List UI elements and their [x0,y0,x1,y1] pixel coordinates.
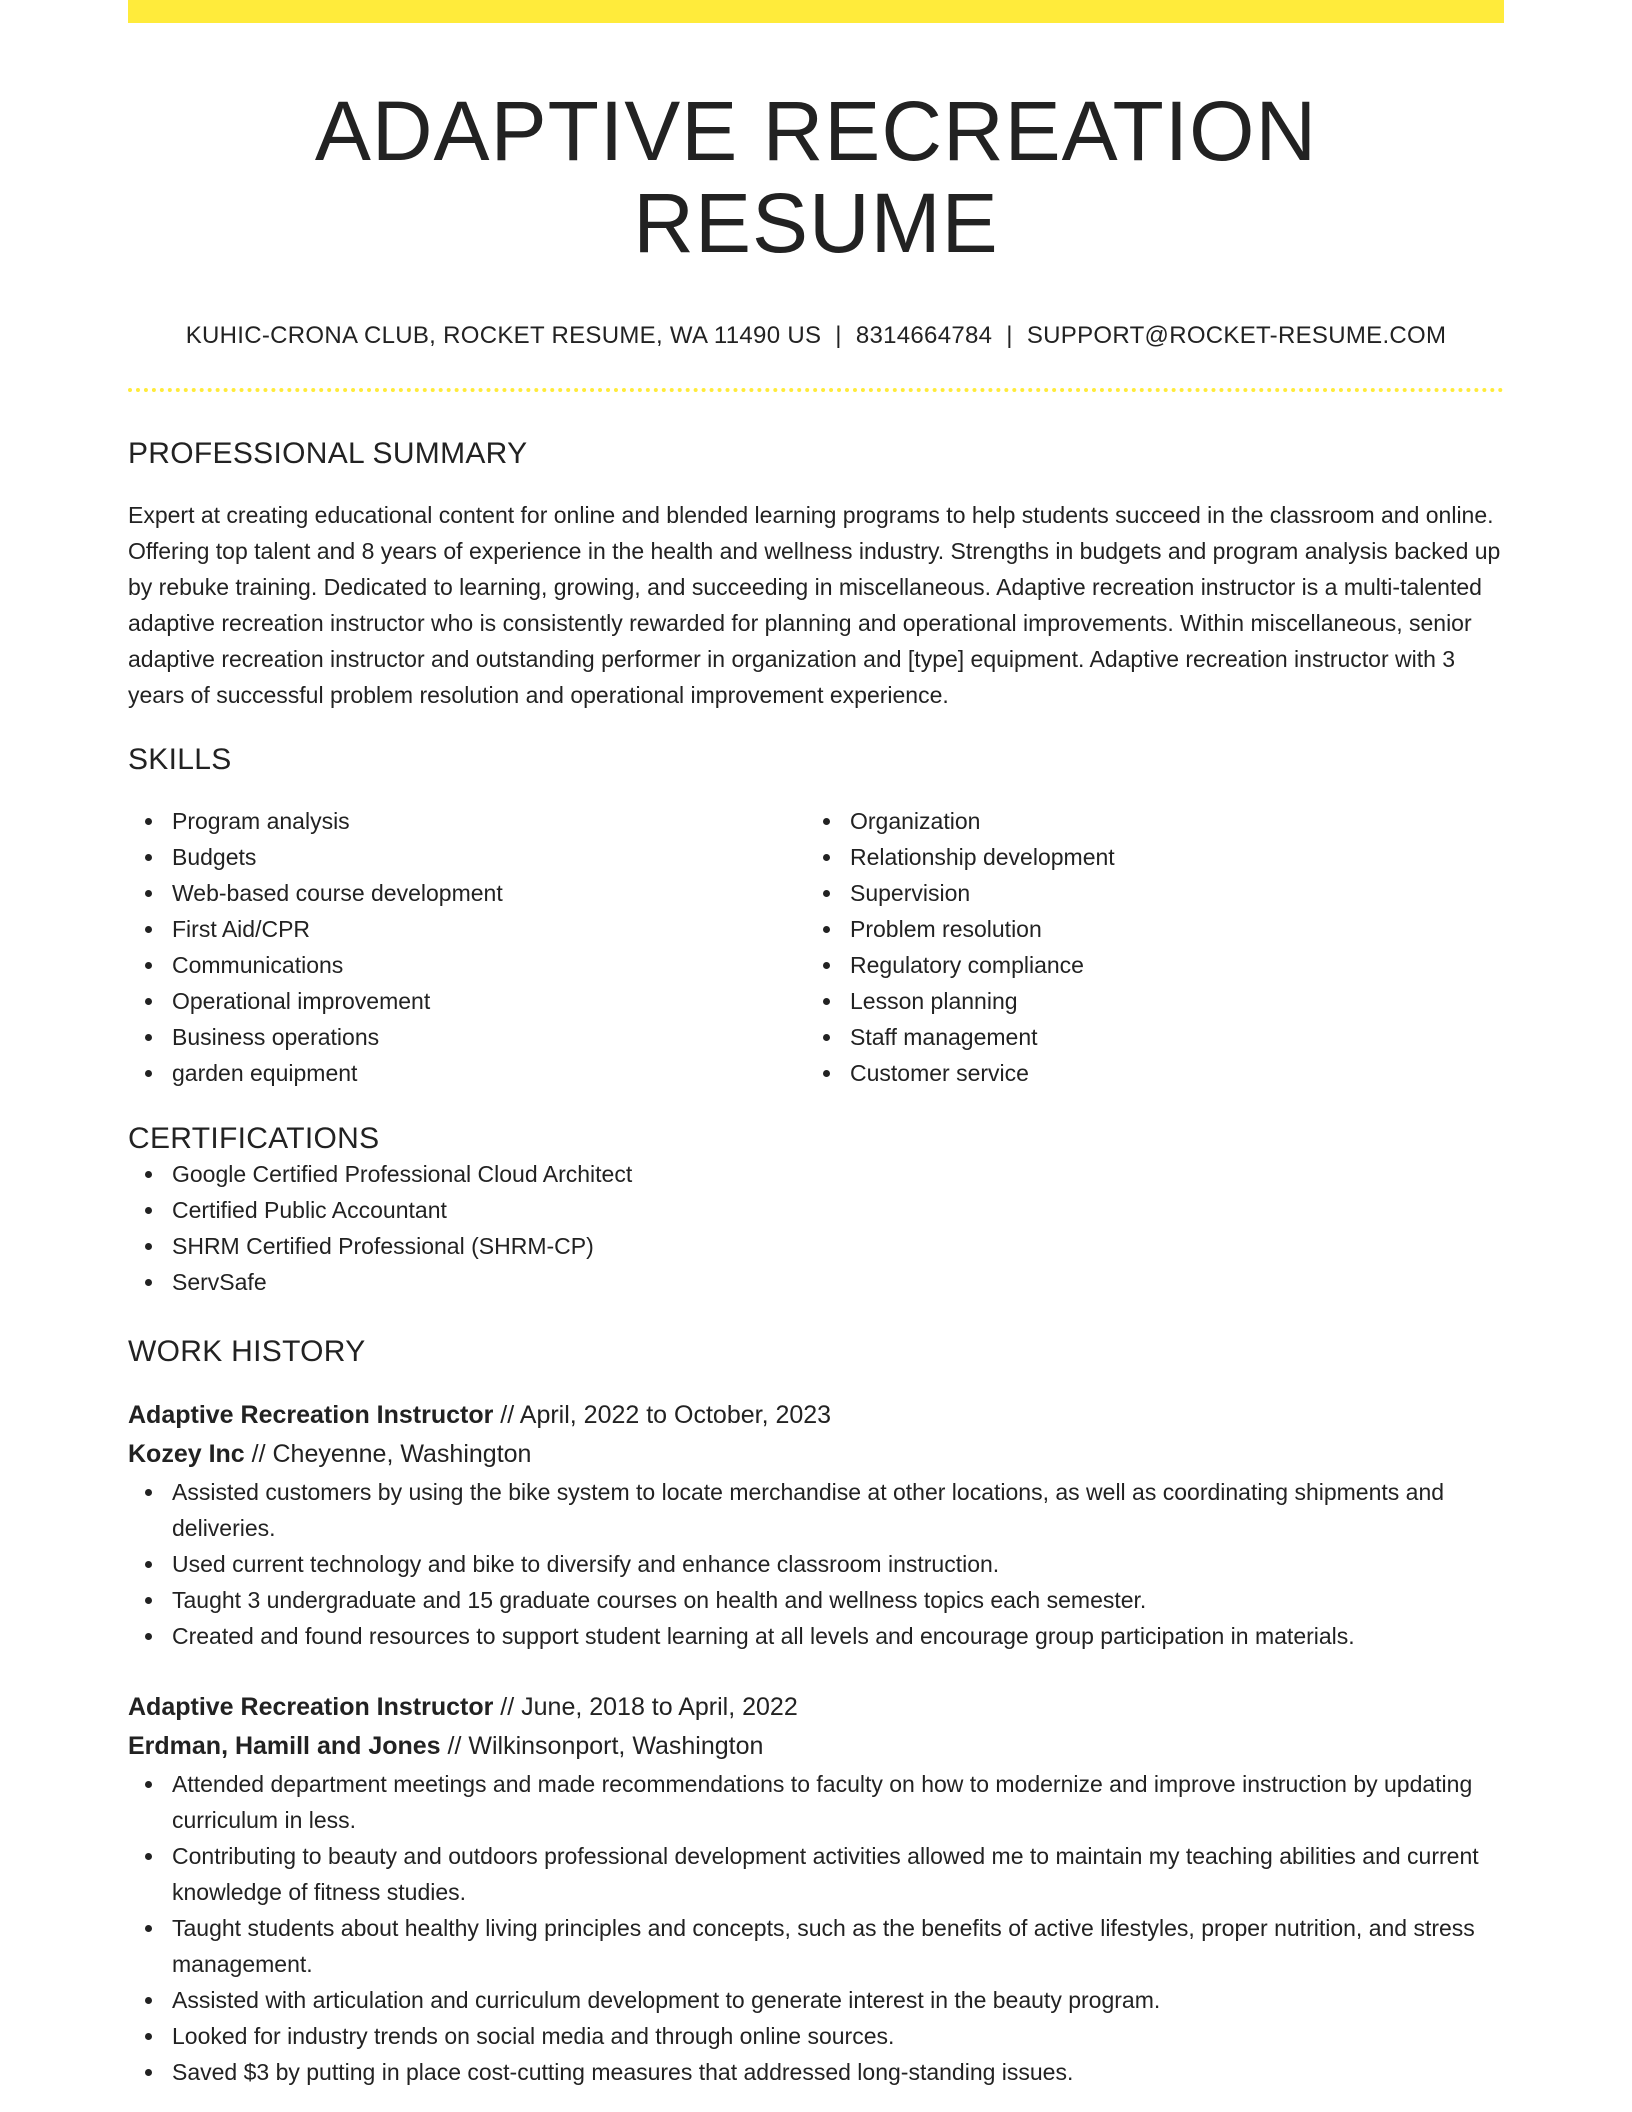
list-item [128,1474,1504,1546]
job-title: Adaptive Recreation Instructor [128,1692,494,1721]
list-item-text: Business operations [172,1023,380,1050]
bullet-icon [145,1633,152,1640]
list-item-text: First Aid/CPR [172,915,311,942]
list-item [806,803,1484,839]
list-item [128,1982,1504,2018]
job-company-line [128,1727,1504,1766]
list-item [128,1019,806,1055]
contact-separator: | [1006,321,1013,349]
list-item [128,1264,1504,1300]
skills-list-right [806,803,1484,1091]
list-item [806,1055,1484,1091]
list-item-text: Looked for industry trends on social media and through online sources. [172,2022,895,2049]
list-item-text: Organization [850,807,981,834]
list-item [806,839,1484,875]
job-location: // Cheyenne, Washington [244,1439,532,1468]
list-item-text: Regulatory compliance [850,951,1084,978]
list-item [128,983,806,1019]
list-item-text: Communications [172,951,344,978]
contact-email: SUPPORT@ROCKET-RESUME.COM [1026,321,1447,349]
list-item-text: Used current technology and bike to diversify and enhance classroom instruction. [172,1550,1000,1577]
list-item [128,875,806,911]
skills-column-left [128,803,806,1091]
bullet-icon [823,854,830,861]
list-item [128,839,806,875]
bullet-icon [145,2069,152,2076]
list-item-text: Taught 3 undergraduate and 15 graduate courses on health and wellness topics each semester. [172,1586,1147,1613]
list-item-text: Supervision [850,879,971,906]
list-item [128,1838,1504,1910]
list-item-text: Assisted customers by using the bike system to locate merchandise at other locations, as well as coordinating shipments and deliveries. [172,1478,1445,1541]
work-history-heading: WORK HISTORY [128,1334,366,1368]
bullet-icon [823,1070,830,1077]
bullet-icon [145,1925,152,1932]
list-item [128,1156,1504,1192]
bullet-icon [823,890,830,897]
bullet-icon [145,1781,152,1788]
job-title-line [128,1688,1504,1727]
bullet-icon [145,1279,152,1286]
accent-top-bar [128,0,1504,23]
list-item-text: ServSafe [172,1268,267,1295]
list-item-text: Lesson planning [850,987,1018,1014]
skills-grid [128,803,1504,1091]
bullet-icon [823,962,830,969]
list-item [128,947,806,983]
list-item [128,803,806,839]
list-item-text: Taught students about healthy living principles and concepts, such as the benefits of active lifestyles, proper nutrition, and stress management. [172,1914,1475,1977]
job-title-line [128,1396,1504,1435]
bullet-icon [823,926,830,933]
contact-line [128,322,1504,350]
bullet-icon [145,1034,152,1041]
bullet-icon [145,890,152,897]
job-entry [128,1688,1504,2090]
list-item [128,1618,1504,1654]
list-item [128,911,806,947]
list-item-text: Assisted with articulation and curriculum development to generate interest in the beauty program. [172,1986,1161,2013]
list-item-text: Created and found resources to support student learning at all levels and encourage group participation in materials. [172,1622,1355,1649]
certifications-list [128,1156,1504,1300]
list-item [128,1582,1504,1618]
bullet-icon [145,1171,152,1178]
job-entry [128,1396,1504,1654]
bullet-icon [823,1034,830,1041]
contact-phone: 8314664784 [855,321,993,349]
list-item [128,1228,1504,1264]
list-item [806,875,1484,911]
work-history-list [128,1396,1504,2090]
skills-list-left [128,803,806,1091]
bullet-icon [145,998,152,1005]
list-item [128,1910,1504,1982]
list-item-text: Certified Public Accountant [172,1196,447,1223]
job-dates: // June, 2018 to April, 2022 [493,1692,798,1721]
bullet-icon [145,1070,152,1077]
bullet-icon [145,1489,152,1496]
header-divider [128,388,1504,392]
skills-heading: SKILLS [128,742,232,776]
job-company: Erdman, Hamill and Jones [128,1731,441,1760]
list-item-text: Problem resolution [850,915,1042,942]
list-item-text: Operational improvement [172,987,431,1014]
resume-title: ADAPTIVE RECREATION RESUME [314,84,1318,271]
bullet-icon [145,1997,152,2004]
list-item [128,1192,1504,1228]
bullet-icon [823,998,830,1005]
list-item [806,911,1484,947]
summary-text: Expert at creating educational content for online and blended learning programs to help students succeed in the classroom and online. Offering top talent and 8 years of experience in the health and wellness industry. Strengths in budgets and program analysis backed up by rebuke training. Dedicated to learning, growing, and succeeding in miscellaneous. Adaptive recreation instructor is a multi-talented adaptive recreation instructor who is consistently rewarded for planning and operational improvements. Within miscellaneous, senior adaptive recreation instructor and outstanding performer in organization and [type] equipment. Adaptive recreation instructor with 3 years of successful problem resolution and operational improvement experience. [128,501,1501,708]
contact-separator: | [835,321,842,349]
bullet-icon [145,2033,152,2040]
list-item [128,1055,806,1091]
list-item [128,1766,1504,1838]
bullet-icon [145,1561,152,1568]
list-item-text: Relationship development [850,843,1115,870]
bullet-icon [145,1243,152,1250]
bullet-icon [145,1207,152,1214]
list-item-text: garden equipment [172,1059,358,1086]
job-title: Adaptive Recreation Instructor [128,1400,494,1429]
list-item-text: Saved $3 by putting in place cost-cutting measures that addressed long-standing issues. [172,2058,1074,2085]
bullet-icon [145,926,152,933]
bullet-icon [145,962,152,969]
job-bullet-list [128,1766,1504,2090]
bullet-icon [145,1853,152,1860]
job-company: Kozey Inc [128,1439,245,1468]
list-item [128,2054,1504,2090]
list-item [806,1019,1484,1055]
list-item-text: Customer service [850,1059,1029,1086]
list-item [128,2018,1504,2054]
list-item-text: Staff management [850,1023,1038,1050]
job-dates: // April, 2022 to October, 2023 [493,1400,832,1429]
skills-column-right [806,803,1484,1091]
job-location: // Wilkinsonport, Washington [440,1731,764,1760]
list-item-text: Budgets [172,843,257,870]
summary-heading: PROFESSIONAL SUMMARY [128,436,528,470]
list-item-text: Google Certified Professional Cloud Architect [172,1160,633,1187]
list-item-text: Program analysis [172,807,350,834]
job-bullet-list [128,1474,1504,1654]
contact-address: KUHIC-CRONA CLUB, ROCKET RESUME, WA 11490 US [185,321,822,349]
bullet-icon [145,854,152,861]
bullet-icon [145,1597,152,1604]
bullet-icon [145,818,152,825]
list-item [806,983,1484,1019]
resume-page [128,0,1504,2090]
list-item [128,1546,1504,1582]
list-item [806,947,1484,983]
bullet-icon [823,818,830,825]
certifications-heading: CERTIFICATIONS [128,1121,380,1155]
list-item-text: Contributing to beauty and outdoors professional development activities allowed me to maintain my teaching abilities and current knowledge of fitness studies. [172,1842,1479,1905]
list-item-text: Attended department meetings and made recommendations to faculty on how to modernize and improve instruction by updating curriculum in less. [172,1770,1473,1833]
job-company-line [128,1435,1504,1474]
list-item-text: Web-based course development [172,879,503,906]
list-item-text: SHRM Certified Professional (SHRM-CP) [172,1232,594,1259]
